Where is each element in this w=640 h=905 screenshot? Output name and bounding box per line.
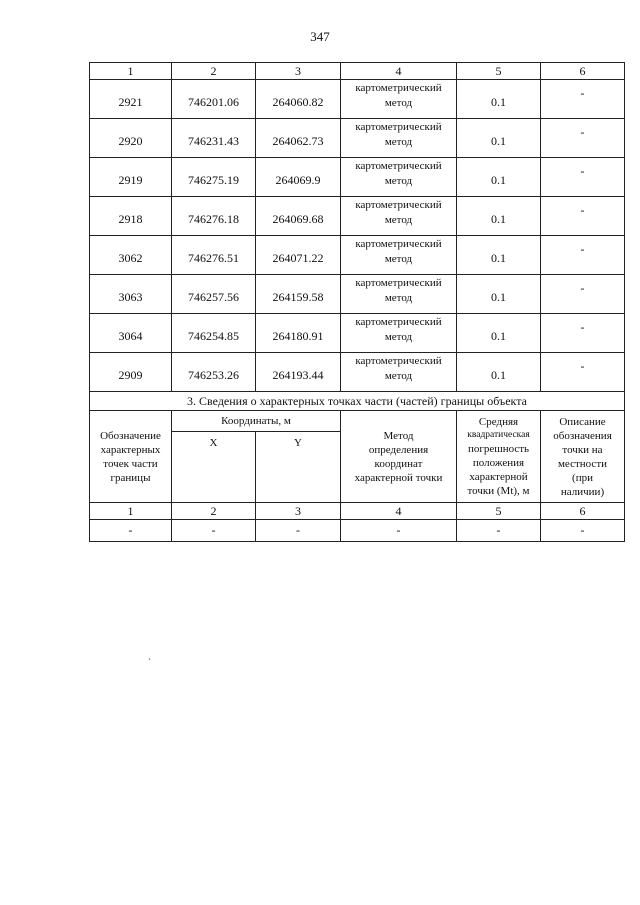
- table-row: [90, 197, 625, 236]
- description: -: [541, 353, 625, 392]
- col-number: 1: [90, 503, 172, 520]
- header-line: (при: [572, 471, 593, 484]
- header-coords: Координаты, м: [172, 411, 341, 432]
- accuracy: 0.1: [457, 158, 541, 197]
- empty-cell: -: [457, 520, 541, 542]
- empty-cell: -: [90, 520, 172, 542]
- coord-y: 264159.58: [256, 275, 341, 314]
- coord-y: 264071.22: [256, 236, 341, 275]
- coord-y: 264180.91: [256, 314, 341, 353]
- table-row: [90, 158, 625, 197]
- method-line: метод: [384, 97, 413, 109]
- col-number: 4: [341, 63, 457, 80]
- header-line: точки (Mt), м: [467, 485, 530, 497]
- coord-x: 746275.19: [172, 158, 256, 197]
- header-x: X: [172, 432, 256, 503]
- page-number: 347: [310, 29, 330, 44]
- empty-cell: -: [172, 520, 256, 542]
- section-title-row: [90, 392, 625, 411]
- description: -: [541, 275, 625, 314]
- description: -: [541, 197, 625, 236]
- point-id: 3063: [90, 275, 172, 314]
- header-line: обозначения: [553, 429, 612, 442]
- empty-cell: -: [256, 520, 341, 542]
- method-line: метод: [384, 253, 413, 265]
- description: -: [541, 80, 625, 119]
- header-point: [90, 411, 172, 503]
- col-number: 6: [541, 63, 625, 80]
- table-row: [90, 275, 625, 314]
- method-line: метод: [384, 136, 413, 148]
- table-row: [90, 80, 625, 119]
- accuracy: 0.1: [457, 80, 541, 119]
- accuracy: 0.1: [457, 314, 541, 353]
- col-number: 2: [172, 503, 256, 520]
- table-row: [90, 314, 625, 353]
- method: [341, 158, 457, 197]
- header-line: Метод: [383, 429, 414, 442]
- col-number: 4: [341, 503, 457, 520]
- method: [341, 236, 457, 275]
- coord-x: 746276.51: [172, 236, 256, 275]
- header-line: Средняя: [478, 416, 519, 428]
- method-line: картометрический: [355, 238, 442, 250]
- coord-x: 746253.26: [172, 353, 256, 392]
- coord-x: 746201.06: [172, 80, 256, 119]
- col-number: 3: [256, 63, 341, 80]
- method-line: картометрический: [355, 121, 442, 133]
- table-row: [90, 236, 625, 275]
- method-line: метод: [384, 370, 413, 382]
- method: [341, 275, 457, 314]
- header-line: характерной точки: [354, 471, 443, 484]
- point-id: 2920: [90, 119, 172, 158]
- method-line: картометрический: [355, 355, 442, 367]
- column-number-row: [90, 503, 625, 520]
- empty-cell: -: [341, 520, 457, 542]
- section-title: 3. Сведения о характерных точках части (частей) границы объекта: [90, 392, 625, 411]
- header-line: определения: [368, 443, 429, 456]
- method-line: метод: [384, 175, 413, 187]
- coord-y: 264060.82: [256, 80, 341, 119]
- header-line: положения: [472, 457, 525, 469]
- description: -: [541, 314, 625, 353]
- column-number-row: [90, 63, 625, 80]
- point-id: 2919: [90, 158, 172, 197]
- header-accuracy: [457, 411, 541, 503]
- method: [341, 119, 457, 158]
- stray-mark: `: [148, 657, 151, 667]
- header-line: погрешность: [467, 443, 530, 455]
- header-line: характерной: [469, 471, 528, 483]
- method-line: метод: [384, 292, 413, 304]
- method: [341, 314, 457, 353]
- description: -: [541, 158, 625, 197]
- coord-x: 746231.43: [172, 119, 256, 158]
- method-line: картометрический: [355, 277, 442, 289]
- col-number: 2: [172, 63, 256, 80]
- point-id: 2921: [90, 80, 172, 119]
- header-line: квадратическая: [467, 430, 530, 440]
- accuracy: 0.1: [457, 275, 541, 314]
- method: [341, 80, 457, 119]
- coordinates-table: [89, 62, 625, 542]
- coord-x: 746257.56: [172, 275, 256, 314]
- header-method: [341, 411, 457, 503]
- accuracy: 0.1: [457, 119, 541, 158]
- table-row: [90, 353, 625, 392]
- col-number: 5: [457, 63, 541, 80]
- coord-x: 746254.85: [172, 314, 256, 353]
- method: [341, 197, 457, 236]
- header-line: точек части: [103, 457, 158, 470]
- header-line: Описание: [559, 415, 606, 428]
- method-line: картометрический: [355, 199, 442, 211]
- point-id: 3064: [90, 314, 172, 353]
- header-description: [541, 411, 625, 503]
- header-line: характерных: [100, 443, 161, 456]
- description: -: [541, 236, 625, 275]
- coord-x: 746276.18: [172, 197, 256, 236]
- header-line: наличии): [560, 485, 605, 498]
- accuracy: 0.1: [457, 236, 541, 275]
- coord-y: 264062.73: [256, 119, 341, 158]
- coord-y: 264069.9: [256, 158, 341, 197]
- header-line: координат: [374, 457, 423, 470]
- header-row: [90, 411, 625, 432]
- empty-cell: -: [541, 520, 625, 542]
- coord-y: 264069.68: [256, 197, 341, 236]
- accuracy: 0.1: [457, 353, 541, 392]
- method-line: картометрический: [355, 316, 442, 328]
- coord-y: 264193.44: [256, 353, 341, 392]
- header-line: границы: [110, 471, 151, 484]
- point-id: 3062: [90, 236, 172, 275]
- header-line: местности: [557, 457, 608, 470]
- method-line: картометрический: [355, 82, 442, 94]
- description: -: [541, 119, 625, 158]
- header-line: точки на: [562, 443, 603, 456]
- method-line: картометрический: [355, 160, 442, 172]
- empty-row: [90, 520, 625, 542]
- method-line: метод: [384, 214, 413, 226]
- point-id: 2909: [90, 353, 172, 392]
- col-number: 1: [90, 63, 172, 80]
- method-line: метод: [384, 331, 413, 343]
- point-id: 2918: [90, 197, 172, 236]
- table-row: [90, 119, 625, 158]
- header-line: Обозначение: [100, 429, 161, 442]
- col-number: 6: [541, 503, 625, 520]
- col-number: 3: [256, 503, 341, 520]
- method: [341, 353, 457, 392]
- accuracy: 0.1: [457, 197, 541, 236]
- col-number: 5: [457, 503, 541, 520]
- header-y: Y: [256, 432, 341, 503]
